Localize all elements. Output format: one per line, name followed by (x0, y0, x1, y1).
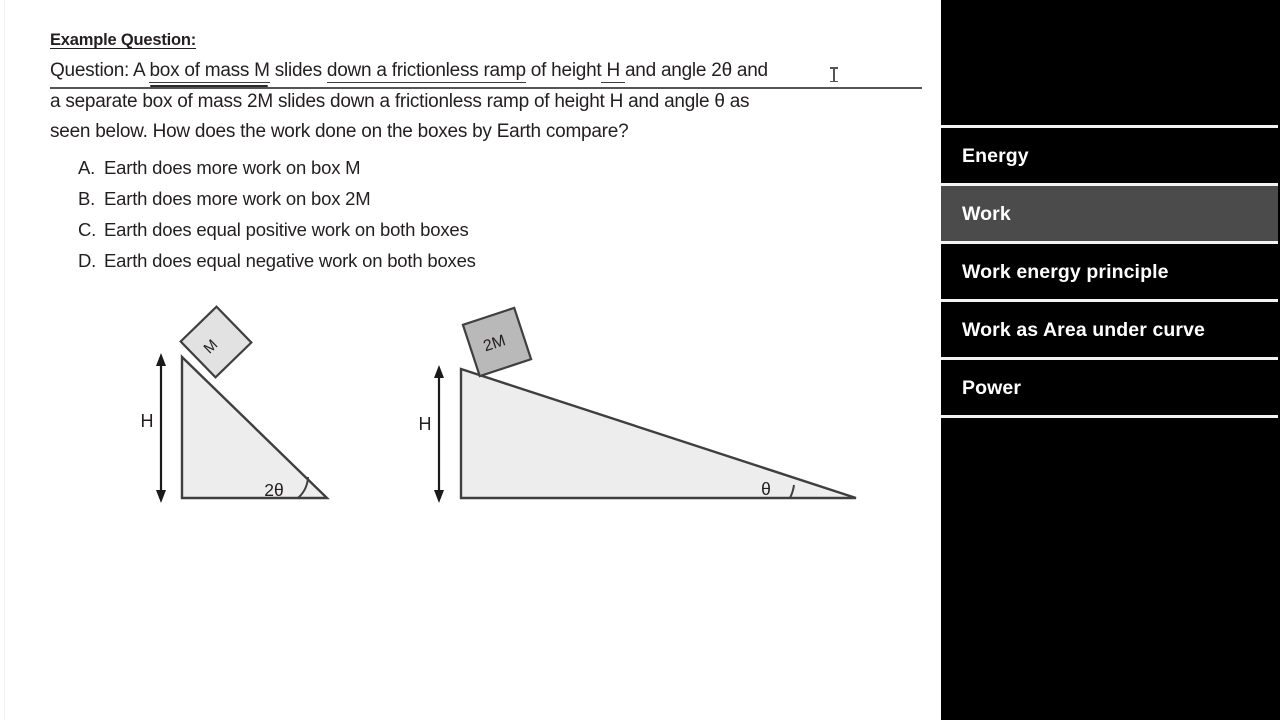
sidebar-item-work-as-area-under-curve-label: Work as Area under curve (962, 318, 1205, 341)
block-2m-label: 2M (481, 332, 508, 356)
question-line-1-mid-1: slides (269, 60, 327, 81)
block-m-label: M (200, 336, 222, 358)
question-line-1-suffix: 2θ and (706, 60, 768, 81)
text-cursor-artifact (833, 68, 835, 81)
nav-divider (941, 415, 1278, 418)
question-line-1-prefix: Question: A (50, 60, 150, 81)
question-line-3: seen below. How does the work done on the boxes by Earth compare? (50, 121, 629, 142)
answer-choice-d-text: Earth does equal negative work on both boxes (104, 250, 476, 271)
chapter-navigation-sidebar (941, 0, 1280, 720)
diagram-ramp-2m (419, 308, 857, 503)
answer-choice-d-letter: D. (78, 250, 97, 271)
answer-choice-b[interactable] (78, 183, 778, 214)
diagram-ramp-m (141, 307, 328, 503)
question-text-block (50, 30, 922, 148)
sidebar-item-energy-label: Energy (962, 144, 1029, 167)
height-label-right: H (418, 414, 432, 434)
sidebar-item-work-energy-principle-label: Work energy principle (962, 260, 1169, 283)
sidebar-item-work-energy-principle[interactable] (941, 244, 1278, 299)
annotation-underline-angle: e (695, 60, 707, 81)
sidebar-item-energy[interactable] (941, 128, 1278, 183)
sidebar-item-work-label: Work (962, 202, 1011, 225)
height-arrow-right-head-top (434, 365, 444, 378)
sidebar-top-spacer (941, 0, 1280, 125)
question-line-1 (50, 56, 922, 87)
annotation-underline-frictionless-ramp: down a frictionless ramp (326, 60, 526, 81)
question-line-1-mid-2: of height (525, 60, 602, 81)
example-question-heading: Example Question: (50, 31, 197, 49)
height-arrow-right-head-bottom (434, 490, 444, 503)
annotation-underline-height-h: H (601, 60, 625, 81)
ramp-triangle-right (461, 369, 856, 498)
height-arrow-left-head-bottom (156, 490, 166, 503)
answer-choice-a[interactable] (78, 152, 778, 183)
sidebar-item-power[interactable] (941, 360, 1278, 415)
physics-diagrams (0, 300, 941, 530)
answer-choice-list (78, 152, 778, 276)
angle-label-right: θ (761, 479, 771, 499)
answer-choice-d[interactable] (78, 245, 778, 276)
answer-choice-a-text: Earth does more work on box M (104, 157, 361, 178)
sidebar-item-power-label: Power (962, 376, 1022, 399)
question-line-2: a separate box of mass 2M slides down a frictionless ramp of height H and angle θ as (50, 90, 750, 112)
answer-choice-c[interactable] (78, 214, 778, 245)
annotation-underline-box-of-mass-m: box of mass M (149, 60, 270, 81)
sidebar-item-work-as-area-under-curve[interactable] (941, 302, 1278, 357)
sidebar-item-work[interactable] (941, 186, 1278, 241)
answer-choice-a-letter: A. (78, 157, 96, 178)
height-arrow-left-head-top (156, 353, 166, 366)
ramp-triangle-left (182, 357, 327, 498)
question-line-1-mid-3: and angl (624, 60, 696, 81)
answer-choice-b-letter: B. (78, 188, 96, 209)
angle-label-left: 2θ (264, 480, 284, 500)
answer-choice-c-text: Earth does equal positive work on both boxes (104, 219, 469, 240)
answer-choice-b-text: Earth does more work on box 2M (104, 188, 371, 209)
height-label-left: H (140, 411, 154, 431)
answer-choice-c-letter: C. (78, 219, 97, 240)
